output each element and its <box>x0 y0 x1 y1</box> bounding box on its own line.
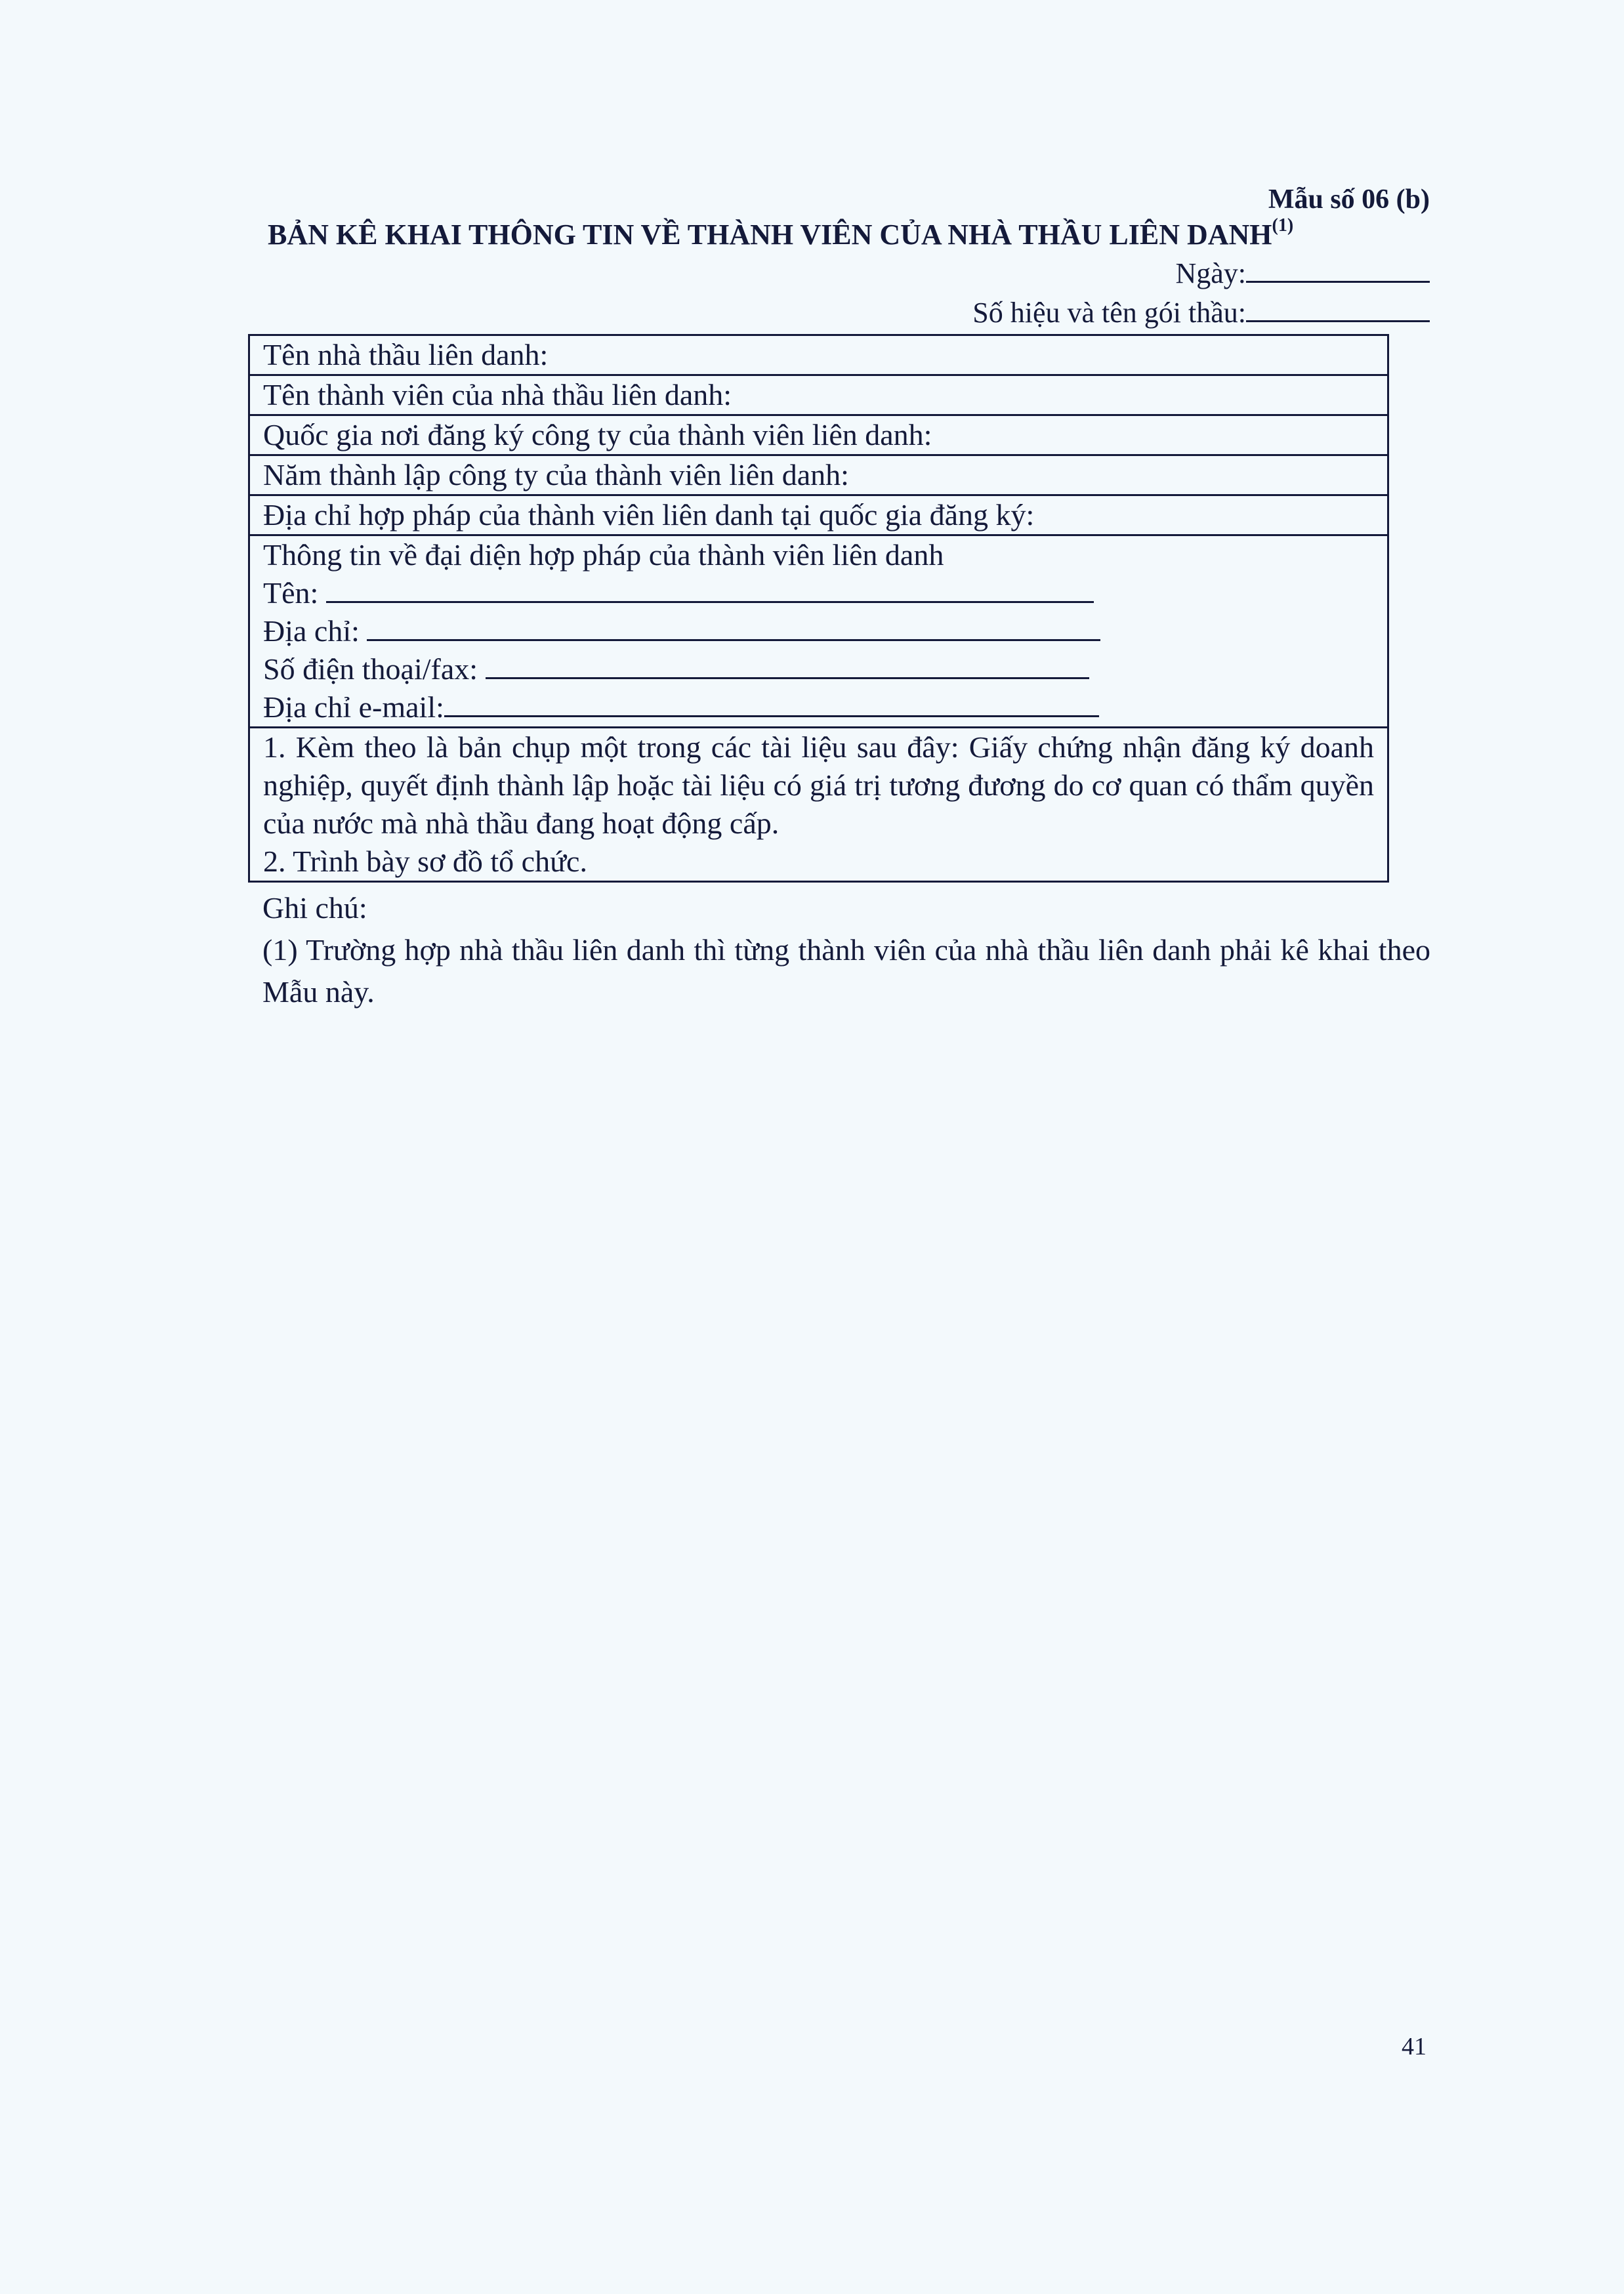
date-blank <box>1246 255 1430 283</box>
notes-section <box>262 887 1430 1013</box>
document-title-text: BẢN KÊ KHAI THÔNG TIN VỀ THÀNH VIÊN CỦA NHÀ THẦU LIÊN DANH <box>268 219 1272 251</box>
member-info-table <box>248 334 1389 883</box>
rep-address-label: Địa chỉ: <box>263 614 360 648</box>
table-row <box>249 728 1388 882</box>
representative-heading: Thông tin về đại diện hợp pháp của thành viên liên danh <box>263 538 944 572</box>
legal-address-cell: Địa chỉ hợp pháp của thành viên liên danh tại quốc gia đăng ký: <box>249 495 1388 535</box>
table-row <box>249 375 1388 415</box>
table-row <box>249 535 1388 728</box>
package-blank <box>1246 294 1430 322</box>
package-field <box>972 294 1430 331</box>
joint-venture-name-cell: Tên nhà thầu liên danh: <box>249 335 1388 375</box>
footnote-1: (1) Trường hợp nhà thầu liên danh thì từng thành viên của nhà thầu liên danh phải kê khai theo Mẫu này. <box>262 933 1430 1009</box>
table-row <box>249 335 1388 375</box>
rep-name-label: Tên: <box>263 576 319 610</box>
representative-cell <box>249 535 1388 728</box>
rep-phone-label: Số điện thoại/fax: <box>263 652 478 686</box>
rep-address-field <box>263 612 1374 650</box>
rep-phone-blank <box>486 651 1089 679</box>
rep-name-field <box>263 574 1374 612</box>
date-field <box>1175 255 1430 292</box>
form-number: Mẫu số 06 (b) <box>1268 184 1430 215</box>
member-name-cell: Tên thành viên của nhà thầu liên danh: <box>249 375 1388 415</box>
rep-name-blank <box>326 575 1094 603</box>
notes-label: Ghi chú: <box>262 891 367 925</box>
rep-address-blank <box>367 613 1100 641</box>
rep-email-label: Địa chỉ e-mail: <box>263 690 444 724</box>
table-row <box>249 495 1388 535</box>
founding-year-cell: Năm thành lập công ty của thành viên liên danh: <box>249 455 1388 495</box>
attachment-item-1: 1. Kèm theo là bản chụp một trong các tài liệu sau đây: Giấy chứng nhận đăng ký doanh nghiệp, quyết định thành lập hoặc tài liệu có giá trị tương đương do cơ quan có thẩm quyền của nước mà nhà thầu đang hoạt động cấp. <box>263 730 1374 840</box>
rep-email-field <box>263 688 1374 726</box>
rep-phone-field <box>263 650 1374 688</box>
table-row <box>249 455 1388 495</box>
title-footnote-ref: (1) <box>1272 215 1294 236</box>
package-label: Số hiệu và tên gói thầu: <box>972 297 1246 329</box>
table-row <box>249 415 1388 455</box>
document-title <box>268 217 1293 253</box>
page-number: 41 <box>1402 2033 1426 2060</box>
registration-country-cell: Quốc gia nơi đăng ký công ty của thành viên liên danh: <box>249 415 1388 455</box>
date-label: Ngày: <box>1175 257 1246 289</box>
attachment-item-2: 2. Trình bày sơ đồ tổ chức. <box>263 845 587 878</box>
rep-email-blank <box>444 689 1099 717</box>
attachments-cell <box>249 728 1388 882</box>
